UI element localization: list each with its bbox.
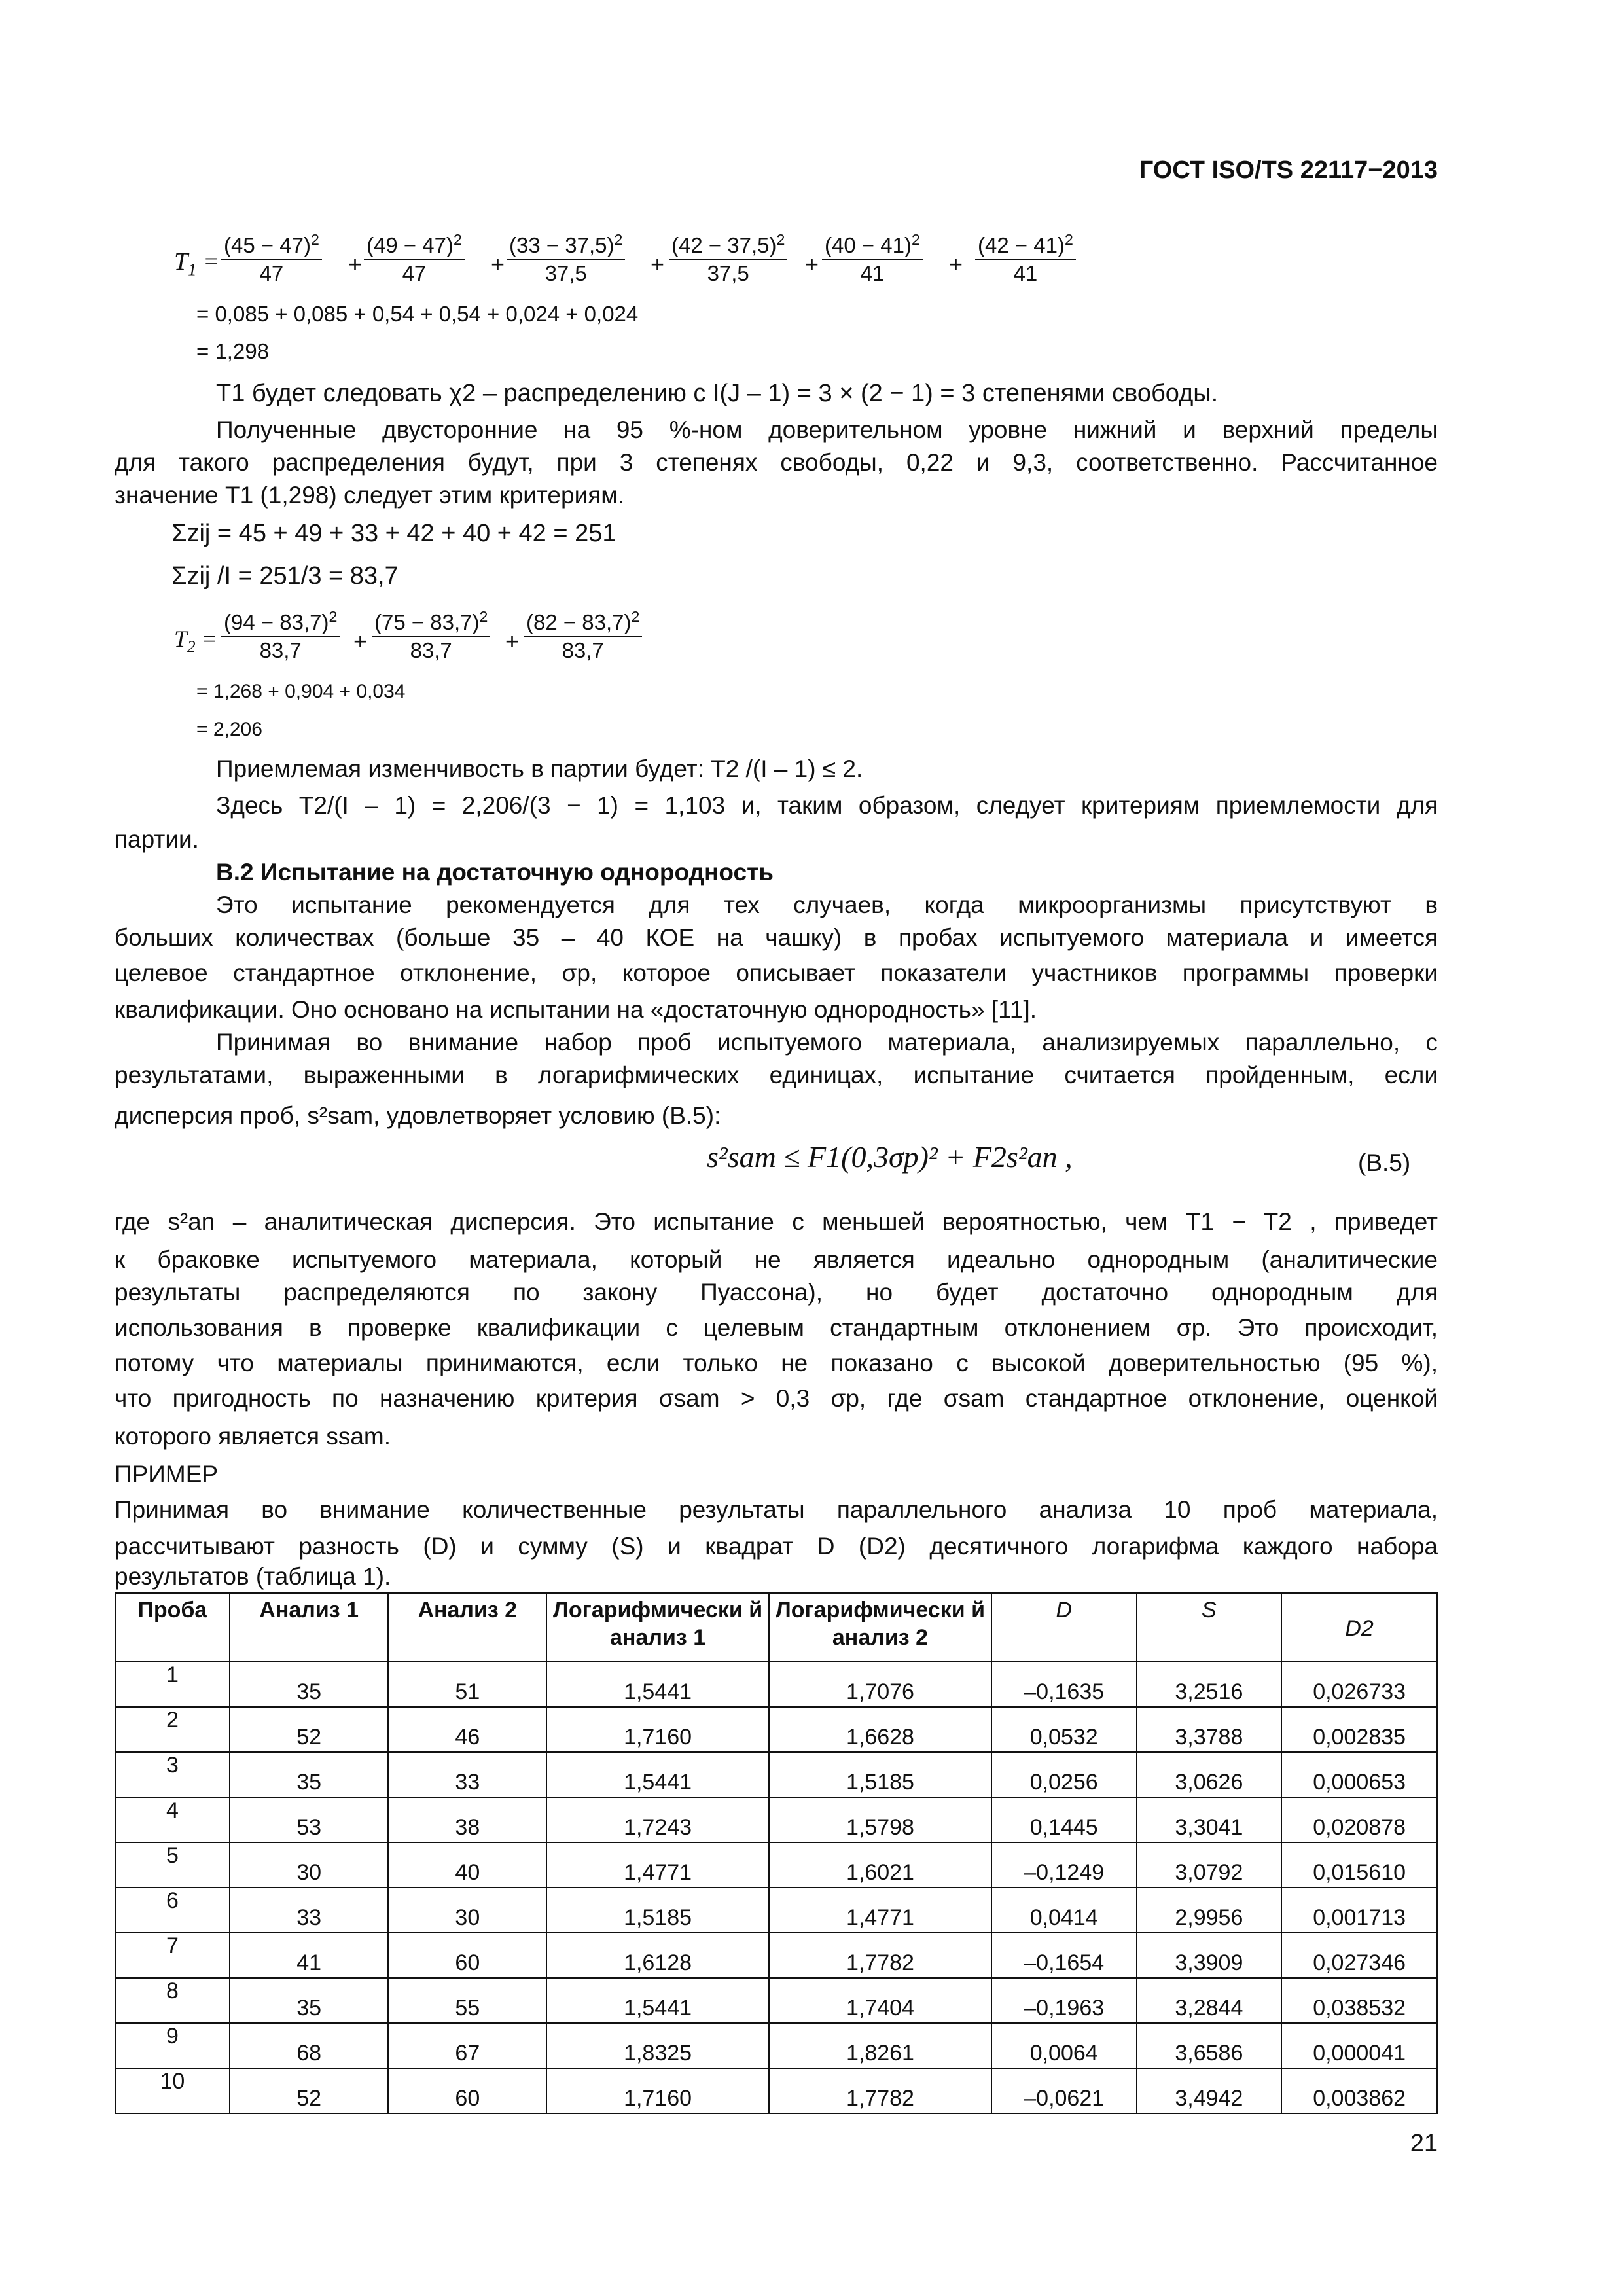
table-cell: 1,7243 (546, 1797, 769, 1842)
table-cell: 1,6628 (769, 1707, 991, 1752)
table-header-row (115, 1593, 1437, 1662)
sample-number-cell: 10 (115, 2068, 230, 2113)
table-cell: 35 (230, 1662, 389, 1707)
table-cell: 1,7160 (546, 2068, 769, 2113)
paragraph-where-line6: что пригодность по назначению критерия σsam > 0,3 σp, где σsam стандартное отклонение, оценкой (115, 1385, 1438, 1412)
sample-number-cell: 7 (115, 1933, 230, 1978)
equation-b5-number: (B.5) (1358, 1149, 1411, 1176)
section-title: В.2 Испытание на достаточную однородность (216, 859, 774, 886)
header-analysis-2: Анализ 2 (388, 1593, 546, 1662)
table-cell: 1,5798 (769, 1797, 991, 1842)
table-cell: 40 (388, 1842, 546, 1888)
sum-formula-2: Σzij /I = 251/3 = 83,7 (171, 562, 399, 590)
example-line3: результатов (таблица 1). (115, 1563, 391, 1590)
page-number: 21 (1410, 2130, 1438, 2157)
table-cell: 35 (230, 1978, 389, 2023)
table-cell: 51 (388, 1662, 546, 1707)
paragraph-test-line1: Это испытание рекомендуется для тех случаев, когда микроорганизмы присутствуют в (216, 891, 1438, 918)
table-cell: 3,4942 (1137, 2068, 1282, 2113)
sample-number-cell: 9 (115, 2023, 230, 2068)
table-row (115, 1842, 1437, 1888)
paragraph-where-line7: которого является ssam. (115, 1423, 391, 1450)
table-cell: 60 (388, 2068, 546, 2113)
t2-fraction-3: $\frac{(82 - 83,7)^2}{83,7}$ (524, 603, 642, 664)
acceptable-variability: Приемлемая изменчивость в партии будет: T2 /(I – 1) ≤ 2. (216, 755, 863, 782)
table-cell: –0,1654 (991, 1933, 1137, 1978)
table-cell: 3,3788 (1137, 1707, 1282, 1752)
header-sample: Проба (115, 1593, 230, 1662)
t1-fraction-5: $\frac{(40 - 41)^2}{41}$ (822, 226, 923, 287)
formula-t1-line2: = 0,085 + 0,085 + 0,54 + 0,54 + 0,024 + 0,024 (196, 302, 639, 326)
formula-t1-label: $T_1$ = (174, 248, 220, 279)
table-cell: 53 (230, 1797, 389, 1842)
table-cell: 0,020878 (1281, 1797, 1437, 1842)
paragraph-here-line2: партии. (115, 826, 199, 853)
table-cell: 3,3909 (1137, 1933, 1282, 1978)
table-cell: 0,027346 (1281, 1933, 1437, 1978)
table-cell: 0,003862 (1281, 2068, 1437, 2113)
paragraph-limits-line1: Полученные двусторонние на 95 %-ном доверительном уровне нижний и верхний пределы (216, 416, 1438, 443)
table-body (115, 1662, 1437, 2113)
formula-t1-line3: = 1,298 (196, 339, 270, 363)
table-row (115, 1752, 1437, 1797)
table-cell: 1,5185 (546, 1888, 769, 1933)
header-log-analysis-1: Логарифмически й анализ 1 (546, 1593, 769, 1662)
table-cell: 67 (388, 2023, 546, 2068)
table-cell: 1,5441 (546, 1978, 769, 2023)
example-line2: рассчитывают разность (D) и сумму (S) и квадрат D (D2) десятичного логарифма каждого набора (115, 1533, 1438, 1560)
table-cell: –0,1635 (991, 1662, 1137, 1707)
table-cell: 35 (230, 1752, 389, 1797)
header-s: S (1137, 1593, 1282, 1662)
table-cell: 1,7782 (769, 1933, 991, 1978)
header-log-analysis-2: Логарифмически й анализ 2 (769, 1593, 991, 1662)
paragraph-where-line1: где s²an – аналитическая дисперсия. Это испытание с меньшей вероятностью, чем T1 − T2 , приведет (115, 1208, 1438, 1235)
formula-t2-line3: = 2,206 (196, 719, 262, 740)
table-cell: 52 (230, 1707, 389, 1752)
table-cell: 0,0414 (991, 1888, 1137, 1933)
results-table (115, 1592, 1438, 2114)
table-cell: 41 (230, 1933, 389, 1978)
table-cell: 1,5185 (769, 1752, 991, 1797)
table-cell: 1,6128 (546, 1933, 769, 1978)
table-cell: 0,0532 (991, 1707, 1137, 1752)
table-cell: 0,000041 (1281, 2023, 1437, 2068)
t1-fraction-4: $\frac{(42 - 37,5)^2}{37,5}$ (669, 226, 787, 287)
table-row (115, 2023, 1437, 2068)
table-cell: 0,0064 (991, 2023, 1137, 2068)
sample-number-cell: 6 (115, 1888, 230, 1933)
table-cell: 1,8325 (546, 2023, 769, 2068)
table-cell: 0,015610 (1281, 1842, 1437, 1888)
table-cell: 1,5441 (546, 1752, 769, 1797)
paragraph-where-line2: к браковке испытуемого материала, который не является идеально однородным (аналитические (115, 1246, 1438, 1273)
table-row (115, 1797, 1437, 1842)
table-cell: 1,7782 (769, 2068, 991, 2113)
t1-fraction-3: $\frac{(33 - 37,5)^2}{37,5}$ (507, 226, 625, 287)
table-cell: 33 (388, 1752, 546, 1797)
t2-fraction-1: $\frac{(94 - 83,7)^2}{83,7}$ (221, 603, 340, 664)
table-cell: 0,0256 (991, 1752, 1137, 1797)
t1-fraction-1: $\frac{(45 - 47)^2}{47}$ (221, 226, 322, 287)
table-cell: 1,5441 (546, 1662, 769, 1707)
t1-fraction-2: $\frac{(49 - 47)^2}{47}$ (364, 226, 465, 287)
formula-t2-line2: = 1,268 + 0,904 + 0,034 (196, 681, 406, 702)
equation-b5: s²sam ≤ F1(0,3σp)² + F2s²an , (707, 1140, 1073, 1174)
table-row (115, 1707, 1437, 1752)
example-label: ПРИМЕР (115, 1461, 219, 1488)
table-row (115, 1888, 1437, 1933)
table-cell: 60 (388, 1933, 546, 1978)
formula-t2-label: $T_2$ = (174, 626, 217, 656)
table-cell: 1,4771 (546, 1842, 769, 1888)
header-d-squared: D2 (1281, 1593, 1437, 1662)
paragraph-set-line3: дисперсия проб, s²sam, удовлетворяет условию (B.5): (115, 1102, 721, 1129)
table-cell: 3,6586 (1137, 2023, 1282, 2068)
table-row (115, 1978, 1437, 2023)
table-cell: 1,4771 (769, 1888, 991, 1933)
paragraph-where-line4: использования в проверке квалификации с целевым стандартным отклонением σp. Это происходит, (115, 1314, 1438, 1341)
paragraph-set-line2: результатами, выраженными в логарифмических единицах, испытание считается пройденным, если (115, 1062, 1438, 1088)
paragraph-where-line5: потому что материалы принимаются, если только не показано с высокой доверительностью (95 %), (115, 1350, 1438, 1376)
paragraph-test-line4: квалификации. Оно основано на испытании на «достаточную однородность» [11]. (115, 996, 1037, 1023)
sample-number-cell: 1 (115, 1662, 230, 1707)
sample-number-cell: 5 (115, 1842, 230, 1888)
table-cell: 30 (230, 1842, 389, 1888)
paragraph-set-line1: Принимая во внимание набор проб испытуемого материала, анализируемых параллельно, с (216, 1029, 1438, 1056)
paragraph-here-line1: Здесь T2/(I – 1) = 2,206/(3 − 1) = 1,103 и, таким образом, следует критериям приемлемости для (216, 792, 1438, 819)
paragraph-where-line3: результаты распределяются по закону Пуассона), но будет достаточно однородным для (115, 1279, 1438, 1306)
paragraph-limits-line2: для такого распределения будут, при 3 степенях свободы, 0,22 и 9,3, соответственно. Рассчитанное (115, 449, 1438, 476)
chi-square-statement: T1 будет следовать χ2 – распределению с I(J – 1) = 3 × (2 − 1) = 3 степенями свободы. (216, 380, 1219, 407)
sample-number-cell: 2 (115, 1707, 230, 1752)
table-cell: 33 (230, 1888, 389, 1933)
sum-formula-1: Σzij = 45 + 49 + 33 + 42 + 40 + 42 = 251 (171, 520, 616, 547)
header-d: D (991, 1593, 1137, 1662)
header-analysis-1: Анализ 1 (230, 1593, 389, 1662)
table-cell: 38 (388, 1797, 546, 1842)
table-cell: 1,7160 (546, 1707, 769, 1752)
table-cell: –0,1249 (991, 1842, 1137, 1888)
table-cell: 30 (388, 1888, 546, 1933)
table-cell: 3,2844 (1137, 1978, 1282, 2023)
table-cell: 1,8261 (769, 2023, 991, 2068)
document-header: ГОСТ ISO/TS 22117−2013 (1139, 156, 1438, 184)
table-cell: 1,7076 (769, 1662, 991, 1707)
sample-number-cell: 3 (115, 1752, 230, 1797)
table-cell: 3,2516 (1137, 1662, 1282, 1707)
table-cell: 3,0626 (1137, 1752, 1282, 1797)
paragraph-limits-line3: значение T1 (1,298) следует этим критериям. (115, 482, 624, 509)
table-cell: 3,0792 (1137, 1842, 1282, 1888)
table-cell: 1,6021 (769, 1842, 991, 1888)
paragraph-test-line2: больших количествах (больше 35 – 40 КОЕ на чашку) в пробах испытуемого материала и имеется (115, 924, 1438, 951)
t1-fraction-6: $\frac{(42 - 41)^2}{41}$ (975, 226, 1076, 287)
table-row (115, 2068, 1437, 2113)
table-row (115, 1662, 1437, 1707)
table-row (115, 1933, 1437, 1978)
table-cell: 0,001713 (1281, 1888, 1437, 1933)
table-cell: 3,3041 (1137, 1797, 1282, 1842)
table-cell: –0,1963 (991, 1978, 1137, 2023)
paragraph-test-line3: целевое стандартное отклонение, σp, которое описывает показатели участников программы проверки (115, 960, 1438, 986)
table-cell: 0,038532 (1281, 1978, 1437, 2023)
table-cell: 0,002835 (1281, 1707, 1437, 1752)
sample-number-cell: 8 (115, 1978, 230, 2023)
table-cell: 0,026733 (1281, 1662, 1437, 1707)
table-cell: 2,9956 (1137, 1888, 1282, 1933)
table-cell: 46 (388, 1707, 546, 1752)
table-cell: 0,000653 (1281, 1752, 1437, 1797)
table-cell: –0,0621 (991, 2068, 1137, 2113)
example-line1: Принимая во внимание количественные результаты параллельного анализа 10 проб материала, (115, 1496, 1438, 1523)
table-cell: 1,7404 (769, 1978, 991, 2023)
table-cell: 0,1445 (991, 1797, 1137, 1842)
table-cell: 52 (230, 2068, 389, 2113)
table-cell: 55 (388, 1978, 546, 2023)
t2-fraction-2: $\frac{(75 - 83,7)^2}{83,7}$ (372, 603, 490, 664)
table-cell: 68 (230, 2023, 389, 2068)
sample-number-cell: 4 (115, 1797, 230, 1842)
